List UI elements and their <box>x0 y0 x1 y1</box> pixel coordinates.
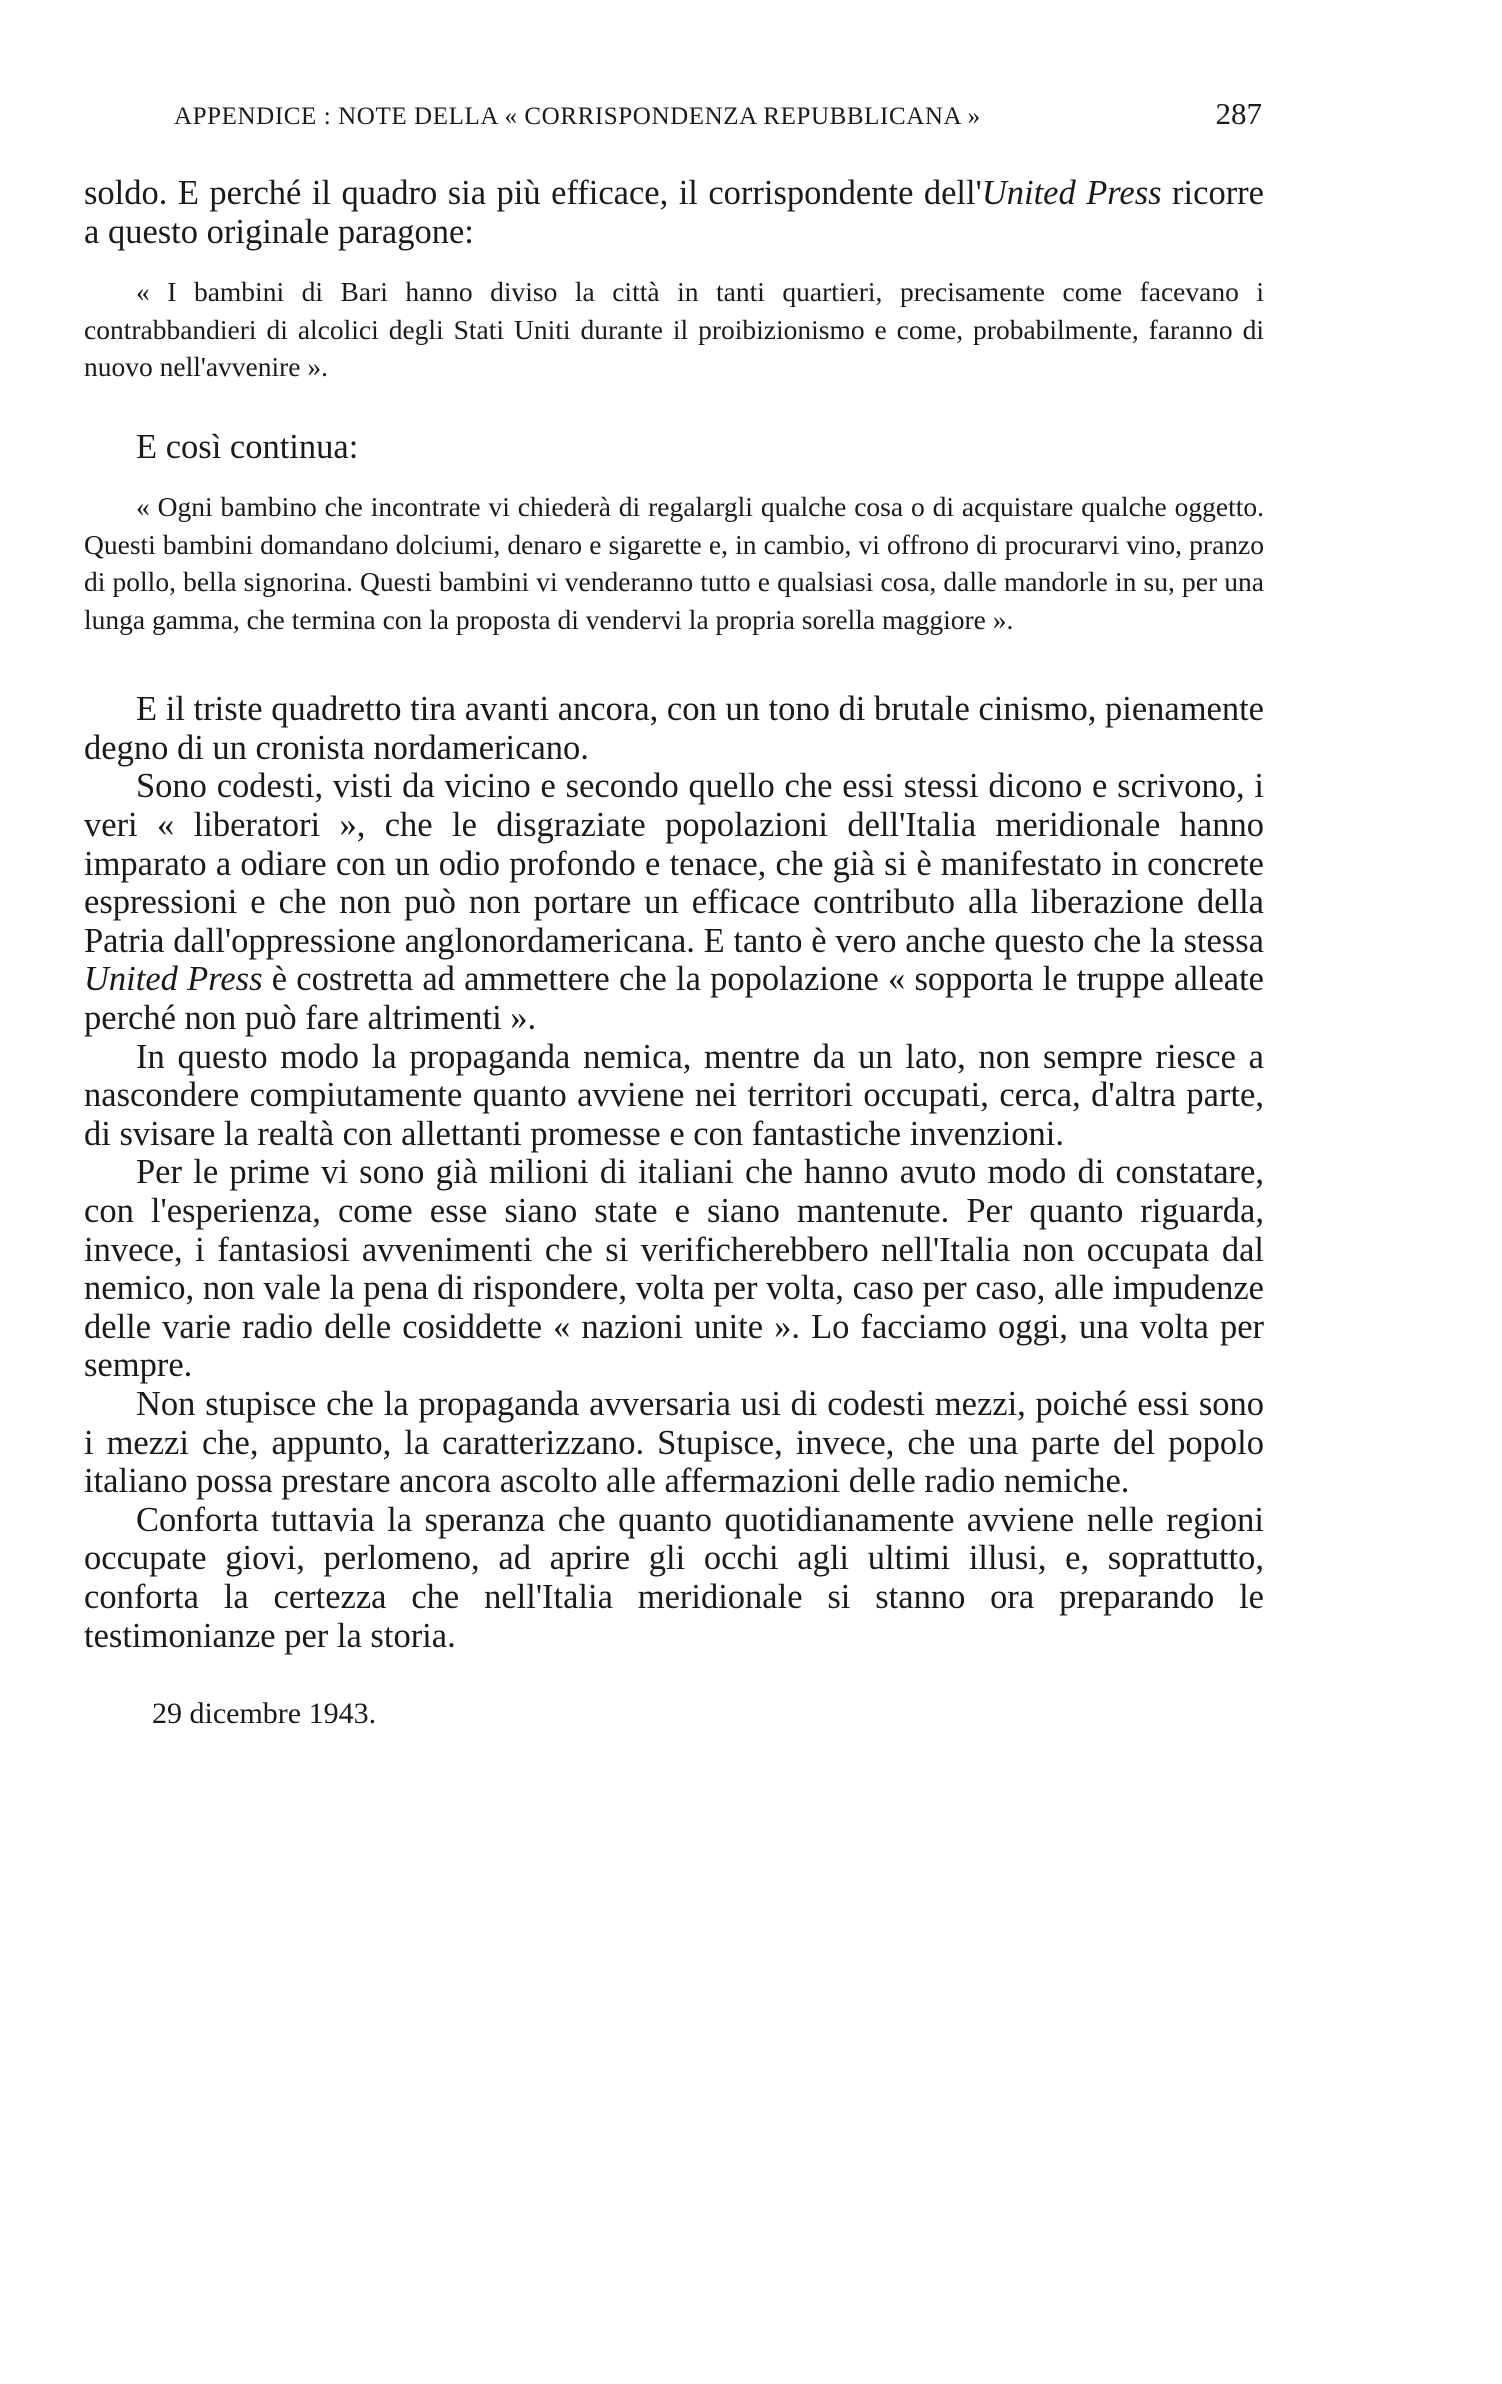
paragraph-4 <box>84 767 1264 1037</box>
running-head-title: APPENDICE : NOTE DELLA « CORRISPONDENZA REPUBBLICANA » <box>174 103 981 130</box>
paragraph-4-text-b: è costretta ad ammettere che la popolazione « sopporta le truppe alleate perché non può fare altrimenti ». <box>84 960 1264 1038</box>
date-line: 29 dicembre 1943. <box>152 1697 377 1731</box>
paragraph-4-italic: United Press <box>84 960 263 999</box>
paragraph-6: Per le prime vi sono già milioni di italiani che hanno avuto modo di constatare, con l'esperienza, come esse siano state e siano mantenute. Per quanto riguarda, invece, i fantasiosi avvenimenti che si verificherebbero nell'Italia non occupata dal nemico, non vale la pena di rispondere, volta per volta, caso per caso, alle impudenze delle varie radio delle cosiddette « nazioni unite ». Lo facciamo oggi, una volta per sempre. <box>84 1153 1264 1385</box>
paragraph-1-italic: United Press <box>981 174 1162 212</box>
quote-1: « I bambini di Bari hanno diviso la città in tanti quartieri, precisamente come facevano i contrabbandieri di alcolici degli Stati Uniti durante il proibizionismo e come, probabilmente, faranno di nuovo nell'avvenire ». <box>84 276 1264 383</box>
paragraph-1-text-a: soldo. E perché il quadro sia più efficace, il corrispondente dell' <box>84 174 982 212</box>
quote-2: « Ogni bambino che incontrate vi chiederà di regalargli qualche cosa o di acquistare qualche oggetto. Questi bambini domandano dolciumi, denaro e sigarette e, in cambio, vi offrono di procurarvi vino, pranzo di pollo, bella signorina. Questi bambini vi venderanno tutto e qualsiasi cosa, dalle mandorle in su, per una lunga gamma, che termina con la proposta di vendervi la propria sorella maggiore ». <box>84 491 1264 635</box>
paragraph-1-text-b: ricorre a questo originale paragone: <box>84 174 1264 251</box>
paragraph-3: E il triste quadretto tira avanti ancora, con un tono di brutale cinismo, pienamente degno di un cronista nordamericano. <box>84 690 1264 767</box>
paragraph-4-text-a: Sono codesti, visti da vicino e secondo quello che essi stessi dicono e scrivono, i veri « liberatori », che le disgraziate popolazioni dell'Italia meridionale hanno imparato a odiare con un odio profondo e tenace, che già si è manifestato in concrete espressioni e che non può non portare un efficace contributo alla liberazione della Patria dall'oppressione anglonordamericana. E tanto è vero anche questo che la stessa <box>84 767 1264 960</box>
page-number: 287 <box>1215 96 1262 131</box>
page <box>84 96 1264 1731</box>
running-head <box>84 96 1264 156</box>
paragraph-2: E così continua: <box>136 427 359 466</box>
paragraph-5: In questo modo la propaganda nemica, mentre da un lato, non sempre riesce a nascondere compiutamente quanto avviene nei territori occupati, cerca, d'altra parte, di svisare la realtà con allettanti promesse e con fantastiche invenzioni. <box>84 1037 1264 1153</box>
paragraph-8: Conforta tuttavia la speranza che quanto quotidianamente avviene nelle regioni occupate giovi, perlomeno, ad aprire gli occhi agli ultimi illusi, e, soprattutto, conforta la certezza che nell'Italia meridionale si stanno ora preparando le testimonianze per la storia. <box>84 1500 1264 1655</box>
paragraph-7: Non stupisce che la propaganda avversaria usi di codesti mezzi, poiché essi sono i mezzi che, appunto, la caratterizzano. Stupisce, invece, che una parte del popolo italiano possa prestare ancora ascolto alle affermazioni delle radio nemiche. <box>84 1384 1264 1501</box>
paragraph-1 <box>84 174 1264 251</box>
